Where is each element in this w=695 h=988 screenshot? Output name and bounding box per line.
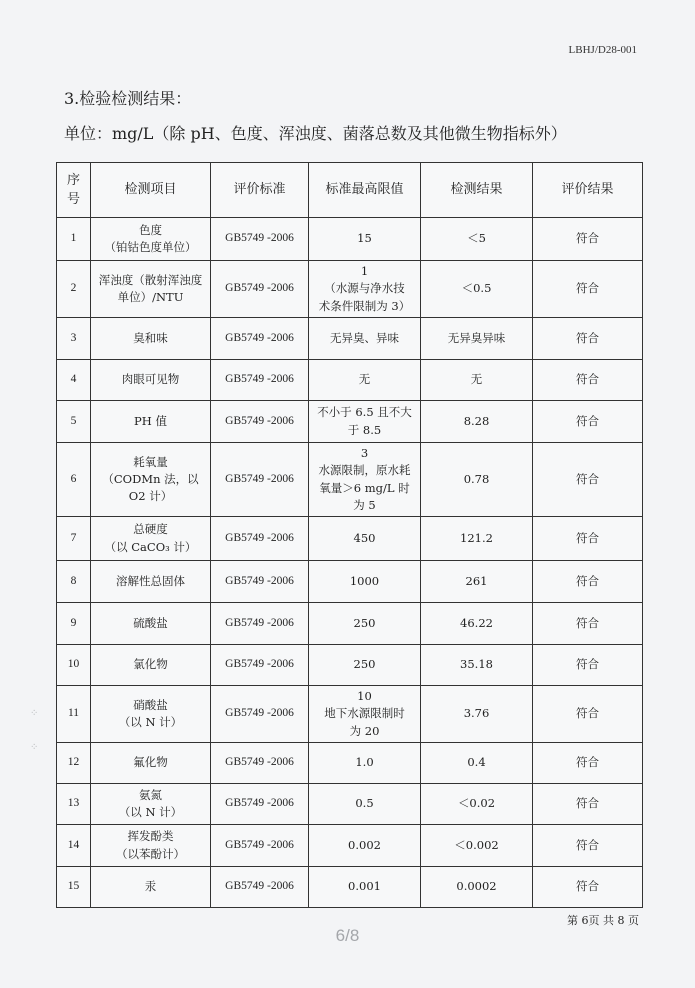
cell-limit (309, 561, 421, 603)
table-row (57, 743, 643, 784)
table-header-row (57, 163, 643, 218)
cell-item-line: 挥发酚类 (127, 829, 174, 844)
cell-standard: GB5749 -2006 (211, 561, 309, 603)
cell-item (91, 517, 211, 561)
header-result: 检测结果 (421, 163, 533, 218)
cell-result: 0.4 (421, 743, 533, 784)
cell-limit-line: 于 8.5 (347, 422, 382, 437)
cell-result: ＜5 (421, 218, 533, 261)
header-no-line2: 号 (66, 192, 80, 207)
cell-limit-line: 450 (353, 530, 376, 545)
cell-item (91, 603, 211, 645)
cell-limit (309, 261, 421, 318)
cell-item (91, 867, 211, 908)
cell-standard: GB5749 -2006 (211, 784, 309, 825)
cell-no: 2 (57, 261, 91, 318)
cell-no: 4 (57, 360, 91, 401)
cell-evaluation: 符合 (533, 261, 643, 318)
cell-result: 无异臭异味 (421, 318, 533, 360)
cell-item (91, 401, 211, 443)
cell-limit-line: 250 (353, 657, 376, 672)
cell-item (91, 743, 211, 784)
header-limit: 标准最高限值 (309, 163, 421, 218)
cell-standard: GB5749 -2006 (211, 401, 309, 443)
cell-item-line: （CODMn 法，以 O2 计） (102, 471, 199, 504)
cell-no: 15 (57, 867, 91, 908)
cell-no: 8 (57, 561, 91, 603)
cell-limit-line: 术条件限制为 3） (318, 298, 411, 313)
cell-limit (309, 443, 421, 517)
cell-item (91, 360, 211, 401)
cell-limit (309, 686, 421, 743)
cell-standard: GB5749 -2006 (211, 261, 309, 318)
cell-item-line: 氨氮 (139, 787, 162, 802)
cell-limit-line: 无 (358, 372, 371, 387)
cell-limit (309, 743, 421, 784)
cell-item-line: 浑浊度（散射浑浊度 (98, 272, 203, 287)
cell-limit-line: 无异臭、异味 (330, 330, 399, 345)
document-code: LBHJ/D28-001 (568, 44, 637, 56)
cell-evaluation: 符合 (533, 443, 643, 517)
cell-standard: GB5749 -2006 (211, 360, 309, 401)
cell-limit (309, 867, 421, 908)
cell-evaluation: 符合 (533, 218, 643, 261)
cell-no: 14 (57, 825, 91, 867)
cell-standard: GB5749 -2006 (211, 686, 309, 743)
cell-item (91, 784, 211, 825)
cell-item-line: 氯化物 (133, 657, 168, 672)
cell-item-line: （以苯酚计） (116, 846, 185, 861)
cell-item (91, 645, 211, 686)
cell-limit-line: （水源与净水技 (324, 281, 405, 296)
cell-item (91, 218, 211, 261)
cell-item-line: （铂钴色度单位） (104, 240, 197, 254)
cell-limit-line: 为 5 (353, 497, 376, 512)
table-row (57, 784, 643, 825)
cell-evaluation: 符合 (533, 561, 643, 603)
table-body (57, 218, 643, 908)
cell-limit-line: 不小于 6.5 且不大 (317, 405, 412, 420)
cell-no: 6 (57, 443, 91, 517)
table-row (57, 517, 643, 561)
cell-result: ＜0.5 (421, 261, 533, 318)
cell-standard: GB5749 -2006 (211, 517, 309, 561)
cell-limit-line: 0.001 (348, 879, 381, 894)
table-row (57, 686, 643, 743)
table-row (57, 867, 643, 908)
cell-no: 9 (57, 603, 91, 645)
header-no-line1: 序 (66, 172, 80, 188)
cell-evaluation: 符合 (533, 686, 643, 743)
cell-evaluation: 符合 (533, 517, 643, 561)
section-title: 3.检验检测结果： (64, 89, 192, 108)
cell-result: 8.28 (421, 401, 533, 443)
cell-standard: GB5749 -2006 (211, 743, 309, 784)
header-no (57, 163, 91, 218)
cell-limit-line: 0.002 (348, 837, 381, 852)
table-row (57, 318, 643, 360)
cell-item (91, 318, 211, 360)
cell-standard: GB5749 -2006 (211, 443, 309, 517)
cell-limit-line: 氧量＞6 mg/L 时 (319, 480, 410, 495)
cell-limit (309, 360, 421, 401)
cell-item-line: 汞 (144, 879, 157, 894)
page-indicator: 6/8 (335, 926, 360, 945)
cell-result: 3.76 (421, 686, 533, 743)
cell-limit-line: 0.5 (355, 796, 374, 811)
cell-item-line: 臭和味 (133, 330, 168, 345)
table-row (57, 261, 643, 318)
cell-item-line: 氟化物 (133, 755, 168, 770)
cell-limit (309, 318, 421, 360)
cell-item (91, 686, 211, 743)
cell-result: 0.0002 (421, 867, 533, 908)
cell-result: 无 (421, 360, 533, 401)
cell-item-line: 硝酸盐 (133, 697, 168, 712)
cell-item (91, 443, 211, 517)
cell-result: 35.18 (421, 645, 533, 686)
cell-limit-line: 1.0 (355, 755, 374, 770)
cell-standard: GB5749 -2006 (211, 603, 309, 645)
table-row (57, 218, 643, 261)
cell-no: 11 (57, 686, 91, 743)
cell-item (91, 261, 211, 318)
cell-evaluation: 符合 (533, 743, 643, 784)
cell-item (91, 825, 211, 867)
cell-result: 261 (421, 561, 533, 603)
cell-standard: GB5749 -2006 (211, 645, 309, 686)
cell-item-line: 肉眼可见物 (121, 372, 180, 387)
cell-limit (309, 517, 421, 561)
page-info: 第 6页 共 8 页 (567, 914, 639, 927)
scan-speck: ⁘ (30, 742, 39, 753)
cell-evaluation: 符合 (533, 825, 643, 867)
cell-evaluation: 符合 (533, 784, 643, 825)
cell-limit (309, 603, 421, 645)
header-item: 检测项目 (91, 163, 211, 218)
cell-limit-line: 10 (357, 689, 372, 704)
cell-evaluation: 符合 (533, 401, 643, 443)
cell-result: 0.78 (421, 443, 533, 517)
cell-no: 13 (57, 784, 91, 825)
cell-result: 46.22 (421, 603, 533, 645)
scan-speck: ⁘ (30, 708, 39, 719)
cell-limit (309, 218, 421, 261)
cell-no: 10 (57, 645, 91, 686)
header-evaluation: 评价结果 (533, 163, 643, 218)
unit-line: 单位：mg/L（除 pH、色度、浑浊度、菌落总数及其他微生物指标外） (64, 124, 567, 143)
cell-standard: GB5749 -2006 (211, 825, 309, 867)
cell-limit-line: 15 (357, 231, 372, 246)
table-row (57, 603, 643, 645)
cell-evaluation: 符合 (533, 867, 643, 908)
cell-limit (309, 401, 421, 443)
cell-result: ＜0.02 (421, 784, 533, 825)
cell-evaluation: 符合 (533, 645, 643, 686)
cell-evaluation: 符合 (533, 360, 643, 401)
cell-limit (309, 825, 421, 867)
table-row (57, 561, 643, 603)
cell-item-line: 单位）/NTU (117, 290, 184, 304)
header-standard: 评价标准 (211, 163, 309, 218)
cell-item-line: 色度 (139, 222, 162, 237)
cell-item-line: 总硬度 (133, 522, 168, 537)
cell-no: 1 (57, 218, 91, 261)
cell-no: 3 (57, 318, 91, 360)
cell-item-line: PH 值 (134, 413, 167, 428)
cell-no: 7 (57, 517, 91, 561)
cell-limit-line: 1 (360, 264, 369, 279)
cell-limit-line: 250 (353, 615, 376, 630)
cell-limit-line: 地下水源限制时 (324, 706, 405, 721)
cell-evaluation: 符合 (533, 318, 643, 360)
results-table (56, 162, 643, 908)
cell-limit-line: 3 (360, 446, 369, 460)
cell-no: 5 (57, 401, 91, 443)
cell-limit-line: 为 20 (349, 723, 380, 738)
cell-standard: GB5749 -2006 (211, 318, 309, 360)
cell-item-line: （以 N 计） (118, 715, 183, 729)
table-row (57, 360, 643, 401)
cell-result: 121.2 (421, 517, 533, 561)
cell-no: 12 (57, 743, 91, 784)
cell-evaluation: 符合 (533, 603, 643, 645)
table-row (57, 645, 643, 686)
table-row (57, 443, 643, 517)
cell-result: ＜0.002 (421, 825, 533, 867)
cell-item-line: （以 N 计） (118, 805, 183, 819)
cell-item-line: 溶解性总固体 (116, 573, 185, 588)
cell-item-line: （以 CaCO₃ 计） (104, 539, 197, 554)
cell-standard: GB5749 -2006 (211, 218, 309, 261)
cell-limit-line: 水源限制，原水耗 (318, 463, 411, 478)
table-row (57, 401, 643, 443)
cell-item (91, 561, 211, 603)
cell-standard: GB5749 -2006 (211, 867, 309, 908)
table-row (57, 825, 643, 867)
cell-item-line: 硫酸盐 (133, 615, 168, 630)
cell-limit (309, 645, 421, 686)
cell-limit-line: 1000 (349, 573, 380, 588)
cell-item-line: 耗氧量 (133, 454, 168, 469)
cell-limit (309, 784, 421, 825)
